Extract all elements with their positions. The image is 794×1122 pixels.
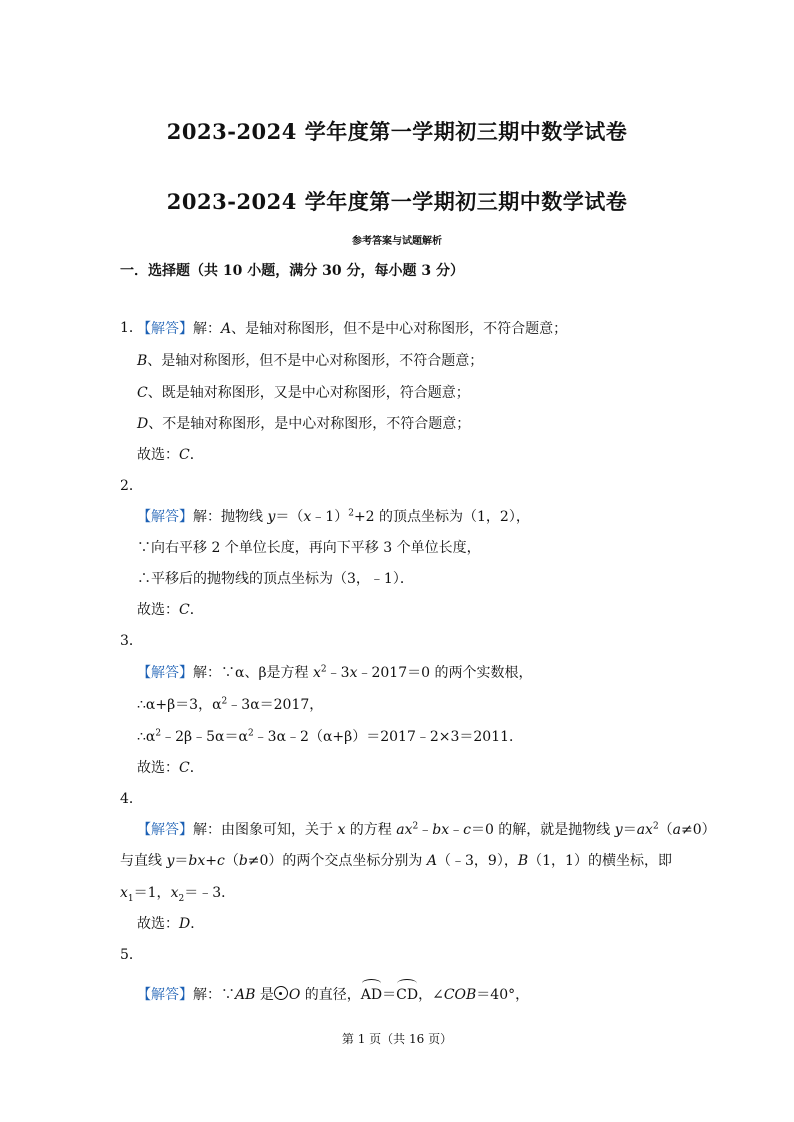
question-number-5: 5． (120, 947, 143, 963)
q4-answer-line-4: 故选：D． (137, 916, 205, 932)
question-number-3: 3． (120, 633, 143, 649)
question-number-2: 2． (120, 478, 143, 494)
arc-ad: AD (361, 983, 382, 1005)
question-number-4: 4． (120, 791, 143, 807)
arc-cd: CD (396, 983, 418, 1005)
q3-answer-line-1: 【解答】解：∵α、β是方程 $x^2﹣3x﹣2017=0$ 的两个实数根， (137, 664, 533, 681)
q3-answer-line-2: ∴α+β＝3，$\alpha^2﹣3\alpha=2017$， (137, 696, 324, 713)
page-header-title: 2023-2024 学年度第一学期初三期中数学试卷 (166, 119, 628, 144)
q1-line-1-text: 解：A、是轴对称图形，但不是中心对称图形，不符合题意； (193, 321, 568, 337)
section-heading: 一．选择题（共 10 小题，满分 30 分，每小题 3 分） (120, 263, 464, 279)
q3-answer-line-4: 故选：C． (137, 760, 204, 776)
q2-answer-line-2: ∵向右平移 2 个单位长度，再向下平移 3 个单位长度， (137, 540, 481, 556)
q4-answer-line-1: 【解答】解：由图象可知，关于 x 的方程 $ax^2﹣bx﹣c=0$ 的解，就是抛物线 $y=ax^2(a\ne 0)$ (137, 821, 716, 838)
circle-dot-icon (274, 986, 288, 1000)
q3-answer-line-3: $\therefore\alpha^2﹣2\beta﹣5\alpha=\alpha^2﹣3\alpha﹣2(\alpha+\beta)=2017﹣2\times 3=2011$． (137, 728, 524, 745)
q5-answer-line-1: 【解答】解：∵AB 是 O 的直径，AD＝CD，∠COB＝40°， (137, 983, 529, 1005)
q1-answer-line-5: 故选：C． (137, 447, 204, 463)
q2-answer-line-1: 【解答】解：抛物线 y＝（x﹣1）$^2$+2 的顶点坐标为（1，2）， (137, 508, 530, 525)
exam-subtitle: 参考答案与试题解析 (352, 236, 442, 247)
q1-answer-line-2: B、是轴对称图形，但不是中心对称图形，不符合题意； (137, 353, 484, 369)
answer-tag: 【解答】 (137, 987, 193, 1003)
question-number-1: 1． (120, 320, 143, 336)
q4-answer-line-3: $x_1=1$，$x_2=﹣3$． (120, 885, 236, 904)
q1-answer-line-4: D、不是轴对称图形，是中心对称图形，不符合题意； (137, 416, 471, 432)
answer-tag: 【解答】 (137, 321, 193, 337)
exam-title: 2023-2024 学年度第一学期初三期中数学试卷 (166, 189, 628, 214)
answer-tag: 【解答】 (137, 665, 193, 681)
q2-answer-line-3: ∴平移后的抛物线的顶点坐标为（3，﹣1）． (137, 571, 414, 587)
q1-answer-line-1 (137, 319, 567, 339)
answer-tag: 【解答】 (137, 822, 193, 838)
page-footer: 第 1 页（共 16 页） (341, 1032, 453, 1046)
q4-answer-line-2: 与直线 y＝bx+c（b≠0）的两个交点坐标分别为 A（﹣3，9），B（1，1）的横坐标，即 (120, 853, 672, 869)
q2-answer-line-4: 故选：C． (137, 602, 204, 618)
q1-answer-line-3: C、既是轴对称图形，又是中心对称图形，符合题意； (137, 385, 470, 401)
answer-tag: 【解答】 (137, 509, 193, 525)
